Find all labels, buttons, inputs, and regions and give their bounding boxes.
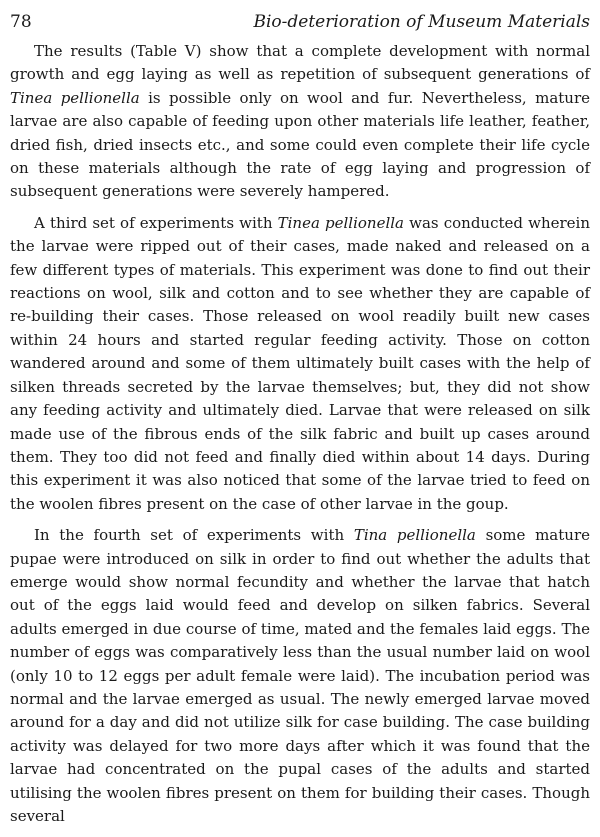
text-span: A third set of experiments with bbox=[34, 213, 278, 232]
species-name: Tina pellionella bbox=[353, 526, 476, 545]
text-span: some mature pupae were introduced on silk in order to find out whether the adults that emerge would show normal fecundity and whether the larvae that hatch out of the eggs laid would feed and develop on silken fabrics. Several adults emerged in due course of time, mated and the females laid eggs. The number of eggs was comparatively less than the usual number laid on wool (only 10 to 12 eggs per adult female were laid). The incubation period was normal and the larvae emerged as usual. The newly emerged larvae moved around for a day and did not utilize silk for case building. The case building activity was delayed for two more days after which it was found that the larvae had concentrated on the pupal cases of the adults and started utilising the woolen fibres present on them for building their cases. Though several bbox=[10, 526, 590, 825]
running-title: Bio-deterioration of Museum Materials bbox=[253, 12, 590, 32]
species-name: Tinea pellionella bbox=[277, 213, 404, 232]
paragraph-2 bbox=[10, 212, 590, 516]
page-header bbox=[10, 12, 590, 32]
text-span: The results (Table V) show that a complete development with normal growth and egg laying as well as repetition of subsequent generations of bbox=[10, 42, 590, 84]
text-span: In the fourth set of experiments with bbox=[34, 526, 354, 545]
paragraph-3 bbox=[10, 524, 590, 828]
page-number: 78 bbox=[10, 12, 32, 32]
species-name: Tinea pellionella bbox=[10, 88, 140, 107]
paragraph-1 bbox=[10, 40, 590, 204]
text-span: was conducted wherein the larvae were ripped out of their cases, made naked and released on a few different types of materials. This experiment was done to find out their reactions on wool, silk and cotton and to see whether they are capable of re-building their cases. Those released on wool readily built new cases within 24 hours and started regular feeding activity. Those on cotton wandered around and some of them ultimately built cases with the help of silken threads secreted by the larvae themselves; but, they did not show any feeding activity and ultimately died. Larvae that were released on silk made use of the fibrous ends of the silk fabric and built up cases around them. They too did not feed and finally died within about 14 days. During this experiment it was also noticed that some of the larvae tried to feed on the woolen fibres present on the case of other larvae in the goup. bbox=[10, 213, 590, 513]
text-span: is possible only on wool and fur. Nevertheless, mature larvae are also capable of feeding upon other materials life leather, feather, dried fish, dried insects etc., and some could even complete their life cycle on these materials although the rate of egg laying and progression of subsequent generations were severely hampered. bbox=[10, 88, 590, 201]
